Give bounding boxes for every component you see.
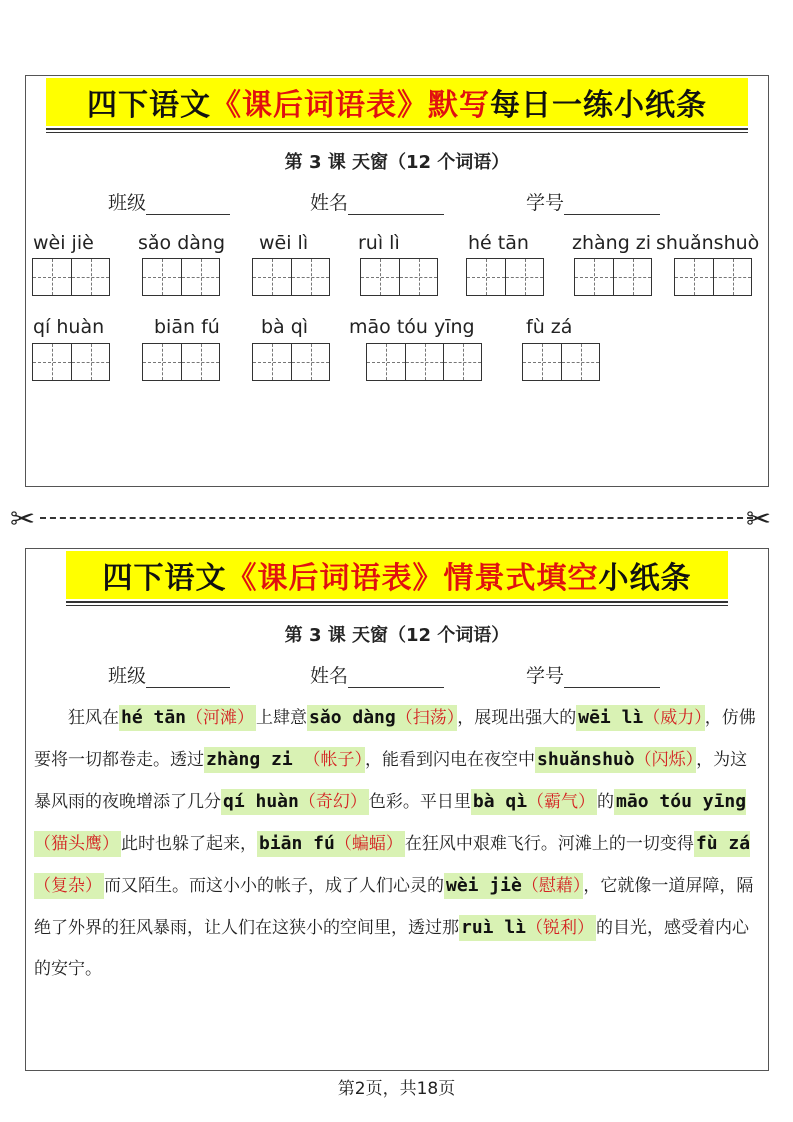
word-pinyin: wèi jiè	[33, 232, 94, 254]
story-text: 而又陌生。而这小小的帐子，成了人们心灵的	[104, 876, 444, 896]
writing-grid[interactable]	[142, 343, 220, 381]
class-blank[interactable]	[146, 196, 230, 215]
story-text: 色彩。平日里	[368, 792, 471, 812]
writing-cell[interactable]	[33, 259, 71, 295]
cut-line	[40, 517, 753, 519]
class-blank[interactable]	[146, 669, 230, 688]
answer-pinyin: biān fú	[259, 833, 335, 854]
word-pinyin: wēi lì	[259, 232, 309, 254]
writing-grid[interactable]	[466, 258, 544, 296]
name-field[interactable]	[310, 188, 444, 215]
name-field[interactable]	[310, 661, 444, 688]
scissors-icon: ✂	[746, 502, 772, 537]
writing-cell[interactable]	[505, 259, 543, 295]
dictation-banner	[46, 78, 748, 126]
id-label: 学号	[526, 192, 565, 214]
word-pinyin: māo tóu yīng	[349, 316, 475, 338]
banner-prefix: 四下语文	[102, 561, 227, 596]
word-pinyin: sǎo dàng	[138, 232, 226, 254]
answer-highlight	[257, 831, 405, 857]
class-field[interactable]	[108, 661, 230, 688]
answer-highlight	[307, 705, 457, 731]
answer-pinyin: fù zá	[695, 833, 751, 854]
banner-prefix: 四下语文	[87, 88, 211, 123]
word-pinyin: biān fú	[154, 316, 220, 338]
id-label: 学号	[526, 665, 565, 687]
banner-suffix: 小纸条	[598, 561, 692, 596]
writing-cell[interactable]	[291, 344, 329, 380]
word-pinyin: bà qì	[261, 316, 309, 338]
writing-cell[interactable]	[443, 344, 481, 380]
class-label: 班级	[108, 192, 147, 214]
answer-highlight	[119, 705, 256, 731]
answer-word: （霸气）	[527, 792, 596, 812]
writing-cell[interactable]	[253, 259, 291, 295]
writing-cell[interactable]	[253, 344, 291, 380]
answer-word: （慰藉）	[521, 876, 582, 896]
writing-grid[interactable]	[674, 258, 752, 296]
word-pinyin: ruì lì	[358, 232, 400, 254]
writing-grid[interactable]	[522, 343, 600, 381]
answer-highlight	[204, 747, 365, 773]
word-pinyin: shuǎnshuò	[656, 232, 760, 254]
writing-cell[interactable]	[33, 344, 71, 380]
class-label: 班级	[108, 665, 147, 687]
answer-word: （奇幻）	[298, 792, 367, 812]
writing-grid[interactable]	[252, 258, 330, 296]
writing-cell[interactable]	[71, 259, 109, 295]
answer-pinyin: bà qì	[472, 791, 528, 812]
answer-word: （蝙蝠）	[334, 834, 403, 854]
banner-underline-thin	[46, 132, 748, 133]
answer-pinyin: māo tóu yīng	[616, 791, 747, 812]
answer-word: （威力）	[643, 708, 703, 728]
story-text: ，仿佛要将一切都卷走。透过	[34, 708, 756, 770]
answer-highlight	[576, 705, 705, 731]
id-blank[interactable]	[564, 196, 660, 215]
story-text: ，展现出强大的	[457, 708, 577, 728]
banner-underline	[46, 128, 748, 130]
id-blank[interactable]	[564, 669, 660, 688]
writing-cell[interactable]	[367, 344, 405, 380]
page-footer: 第2页，共18页	[337, 1079, 456, 1099]
dictation-card	[25, 75, 769, 487]
lesson-subtitle: 第 3 课 天窗（12 个词语）	[284, 625, 510, 646]
answer-highlight	[459, 915, 596, 941]
story-text: ，它就像一道屏障，隔绝了外界的狂风暴雨，让人们在这狭小的空间里，透过那	[34, 876, 754, 938]
answer-pinyin: ruì lì	[461, 917, 527, 938]
writing-cell[interactable]	[523, 344, 561, 380]
fill-in-card	[25, 548, 769, 1071]
id-field[interactable]	[526, 661, 660, 688]
answer-highlight	[471, 789, 597, 815]
answer-highlight	[535, 747, 696, 773]
writing-grid[interactable]	[252, 343, 330, 381]
writing-grid[interactable]	[142, 258, 220, 296]
answer-pinyin: hé tān	[121, 707, 187, 728]
writing-cell[interactable]	[181, 344, 219, 380]
answer-word: （复杂）	[34, 876, 102, 896]
writing-cell[interactable]	[405, 344, 443, 380]
banner-suffix: 每日一练小纸条	[490, 88, 707, 123]
class-field[interactable]	[108, 188, 230, 215]
writing-cell[interactable]	[561, 344, 599, 380]
writing-cell[interactable]	[467, 259, 505, 295]
writing-cell[interactable]	[143, 344, 181, 380]
answer-word: （河滩）	[186, 708, 255, 728]
word-pinyin: zhàng zi	[572, 232, 652, 254]
writing-cell[interactable]	[143, 259, 181, 295]
id-field[interactable]	[526, 188, 660, 215]
answer-pinyin: sǎo dàng	[309, 707, 396, 728]
writing-grid[interactable]	[574, 258, 652, 296]
banner-underline-thin	[66, 605, 728, 606]
banner-red-text: 《课后词语表》默写	[211, 88, 490, 123]
writing-cell[interactable]	[575, 259, 613, 295]
name-blank[interactable]	[348, 196, 444, 215]
writing-grid[interactable]	[366, 343, 482, 381]
writing-grid[interactable]	[360, 258, 438, 296]
scissors-icon: ✂	[10, 502, 36, 537]
fill-in-banner	[66, 551, 728, 599]
writing-cell[interactable]	[713, 259, 751, 295]
answer-pinyin: wèi jiè	[446, 875, 522, 896]
answer-word: （扫荡）	[395, 708, 456, 728]
answer-word: （帐子）	[303, 750, 364, 770]
banner-underline	[66, 601, 728, 603]
answer-word: （闪烁）	[634, 750, 695, 770]
word-pinyin: qí huàn	[33, 316, 105, 338]
name-blank[interactable]	[348, 669, 444, 688]
lesson-subtitle: 第 3 课 天窗（12 个词语）	[284, 152, 510, 173]
story-text: 的目光，感受着内心的安宁。	[34, 918, 750, 979]
word-pinyin: hé tān	[468, 232, 529, 254]
story-text: 的	[597, 792, 615, 812]
answer-word: （猫头鹰）	[34, 834, 119, 854]
name-label: 姓名	[310, 665, 349, 687]
writing-cell[interactable]	[291, 259, 329, 295]
story-text: 上肆意	[256, 708, 308, 728]
writing-cell[interactable]	[399, 259, 437, 295]
answer-pinyin: qí huàn	[223, 791, 299, 812]
writing-cell[interactable]	[675, 259, 713, 295]
answer-highlight	[444, 873, 583, 899]
answer-pinyin: shuǎnshuò	[537, 749, 635, 770]
answer-word: （锐利）	[526, 918, 595, 938]
answer-highlight	[221, 789, 369, 815]
story-text: ，为这暴风雨的夜晚增添了几分	[34, 750, 748, 812]
banner-red-text: 《课后词语表》情景式填空	[226, 561, 599, 596]
story-text: 此时也躲了起来，	[121, 834, 257, 854]
story-text: 在狂风中艰难飞行。河滩上的一切变得	[404, 834, 694, 854]
answer-pinyin: zhàng zi	[206, 749, 304, 770]
writing-cell[interactable]	[613, 259, 651, 295]
word-pinyin: fù zá	[526, 316, 573, 338]
writing-cell[interactable]	[361, 259, 399, 295]
writing-grid[interactable]	[32, 343, 110, 381]
writing-grid[interactable]	[32, 258, 110, 296]
writing-cell[interactable]	[71, 344, 109, 380]
name-label: 姓名	[310, 192, 349, 214]
story-text: ，能看到闪电在夜空中	[365, 750, 536, 770]
answer-pinyin: wēi lì	[578, 707, 644, 728]
story-paragraph	[34, 697, 760, 990]
story-text: 狂风在	[34, 708, 119, 728]
writing-cell[interactable]	[181, 259, 219, 295]
